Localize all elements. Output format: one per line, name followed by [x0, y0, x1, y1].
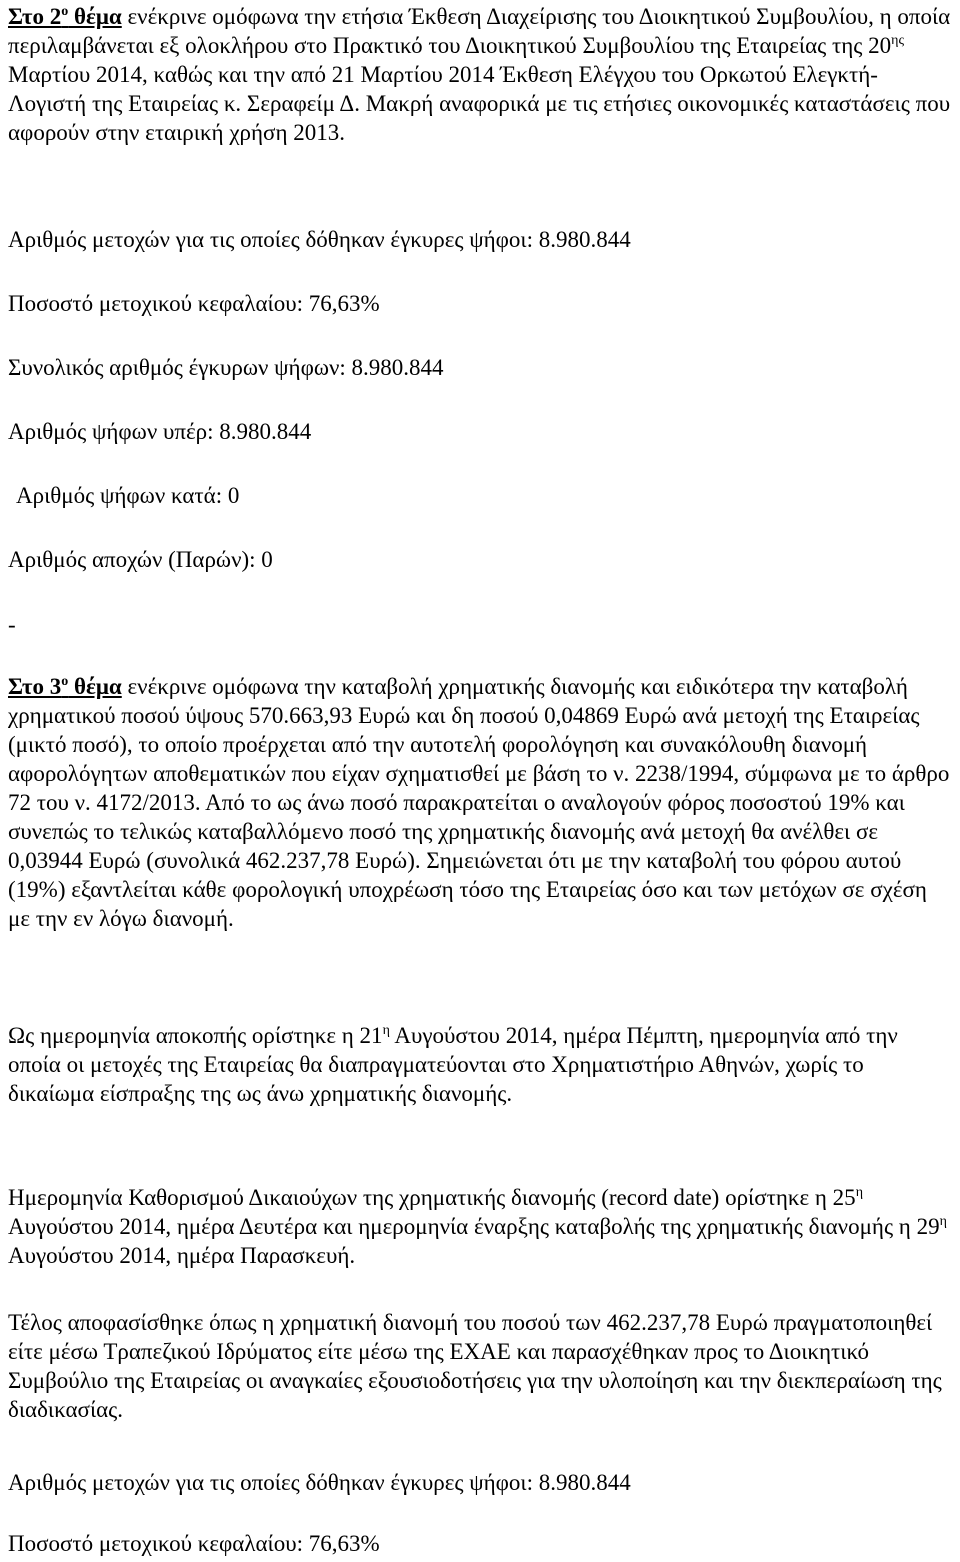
- item2-valid-shares: Αριθμός μετοχών για τις οποίες δόθηκαν έγκυρες ψήφοι: 8.980.844: [8, 227, 631, 252]
- item3-para3-sup2: η: [939, 1214, 947, 1229]
- item3-para3-sup1: η: [855, 1185, 864, 1200]
- item3-heading-sup: ο: [61, 674, 69, 689]
- item2-heading-word: θέμα: [68, 4, 122, 29]
- item2-abstentions: Αριθμός αποχών (Παρών): 0: [8, 547, 273, 572]
- item2-paragraph: [8, 2, 954, 147]
- item2-text-a: ενέκρινε ομόφωνα την ετήσια Έκθεση Διαχείρισης του Διοικητικού Συμβουλίου, η οποία περιλαμβάνεται εξ ολοκλήρου στο Πρακτικό του Διοικητικού Συμβουλίου της Εταιρείας της 20: [8, 4, 951, 58]
- item2-heading-sup: ο: [61, 4, 69, 19]
- item3-heading: [8, 674, 122, 699]
- item2-text-b: Μαρτίου 2014, καθώς και την από 21 Μαρτίου 2014 Έκθεση Ελέγχου του Ορκωτού Ελεγκτή-Λογιστή της Εταιρείας κ. Σεραφείμ Δ. Μακρή αναφορικά με τις ετήσιες οικονομικές καταστάσεις που αφορούν στην εταιρική χρήση 2013.: [8, 62, 951, 145]
- item2-text-sup: ης: [891, 33, 905, 48]
- item3-para2-b: Αυγούστου 2014, ημέρα Πέμπτη, ημερομηνία από την οποία οι μετοχές της Εταιρείας θα διαπραγματεύονται στο Χρηματιστήριο Αθηνών, χωρίς το δικαίωμα είσπραξης της ως άνω χρηματικής διανομής.: [8, 1023, 898, 1106]
- item2-votes-against: Αριθμός ψήφων κατά: 0: [16, 483, 240, 508]
- item3-heading-text: Στο 3: [8, 674, 62, 699]
- item3-para3-b: Αυγούστου 2014, ημέρα Δευτέρα και ημερομηνία έναρξης καταβολής της χρηματικής διανομής η 29: [8, 1214, 940, 1239]
- separator-dash: -: [8, 612, 16, 637]
- item3-payment-paragraph: Τέλος αποφασίσθηκε όπως η χρηματική διανομή του ποσού των 462.237,78 Ευρώ πραγματοποιηθεί είτε μέσω Τραπεζικού Ιδρύματος είτε μέσω της ΕΧΑΕ και παρασχέθηκαν προς το Διοικητικό Συμβούλιο της Εταιρείας οι αναγκαίες εξουσιοδοτήσεις για την υλοποίηση και την διεκπεραίωση της διαδικασίας.: [8, 1310, 942, 1422]
- item2-heading: [8, 4, 122, 29]
- item2-heading-text: Στο 2: [8, 4, 62, 29]
- item3-para3-c: Αυγούστου 2014, ημέρα Παρασκευή.: [8, 1243, 356, 1268]
- item3-para2-a: Ως ημερομηνία αποκοπής ορίστηκε η 21: [8, 1023, 383, 1048]
- item3-record-date-paragraph: [8, 1183, 954, 1270]
- item3-para3-a: Ημερομηνία Καθορισμού Δικαιούχων της χρηματικής διανομής (record date) ορίστηκε η 25: [8, 1185, 856, 1210]
- item3-para2-sup: η: [382, 1023, 390, 1038]
- item3-paragraph: [8, 672, 954, 933]
- item3-capital-percent: Ποσοστό μετοχικού κεφαλαίου: 76,63%: [8, 1531, 380, 1556]
- item2-total-valid-votes: Συνολικός αριθμός έγκυρων ψήφων: 8.980.844: [8, 355, 444, 380]
- item3-heading-word: θέμα: [68, 674, 122, 699]
- item3-para1-text: ενέκρινε ομόφωνα την καταβολή χρηματικής διανομής και ειδικότερα την καταβολή χρηματικού ποσού ύψους 570.663,93 Ευρώ και δη ποσού 0,04869 Ευρώ ανά μετοχή της Εταιρείας (μικτό ποσό), το οποίο προέρχεται από την αυτοτελή φορολόγηση και συνακόλουθη διανομή αφορολόγητων αποθεματικών που είχαν σχηματισθεί με βάση το ν. 2238/1994, σύμφωνα με το άρθρο 72 του ν. 4172/2013. Από το ως άνω ποσό παρακρατείται ο αναλογούν φόρος ποσοστού 19% και συνεπώς το τελικώς καταβαλλόμενο ποσό της χρηματικής διανομής ανά μετοχή θα ανέλθει σε 0,03944 Ευρώ (συνολικά 462.237,78 Ευρώ). Σημειώνεται ότι με την καταβολή του φόρου αυτού (19%) εξαντλείται κάθε φορολογική υποχρέωση τόσο της Εταιρείας όσο και των μετόχων σε σχέση με την εν λόγω διανομή.: [8, 674, 950, 931]
- item2-votes-for: Αριθμός ψήφων υπέρ: 8.980.844: [8, 419, 312, 444]
- item3-exdate-paragraph: [8, 1021, 954, 1108]
- item3-valid-shares: Αριθμός μετοχών για τις οποίες δόθηκαν έγκυρες ψήφοι: 8.980.844: [8, 1470, 631, 1495]
- item2-capital-percent: Ποσοστό μετοχικού κεφαλαίου: 76,63%: [8, 291, 380, 316]
